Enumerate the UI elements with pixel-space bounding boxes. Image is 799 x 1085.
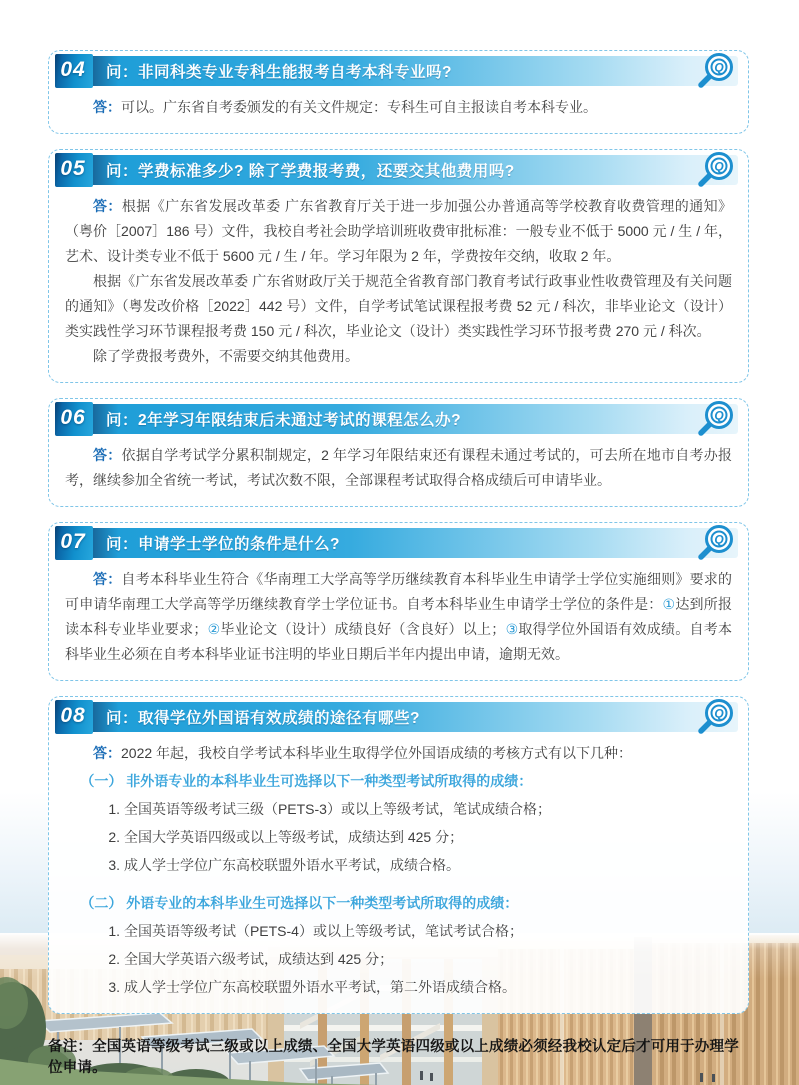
faq-card — [48, 398, 749, 507]
faq-body — [55, 732, 742, 1000]
faq-body — [55, 558, 742, 667]
faq-paragraph — [65, 95, 732, 120]
faq-question: 问：非同科类专业专科生能报考自考本科专业吗? — [106, 64, 452, 81]
faq-paragraph — [65, 947, 732, 972]
svg-text:Q: Q — [714, 532, 724, 547]
faq-paragraph — [65, 741, 732, 766]
faq-paragraph — [65, 975, 732, 1000]
faq-paragraph — [65, 269, 732, 344]
svg-text:Q: Q — [714, 159, 724, 174]
text-segment-body: 3. 成人学士学位广东高校联盟外语水平考试，成绩合格。 — [108, 857, 460, 873]
faq-number-badge: 06 — [55, 402, 93, 436]
text-segment-body: 3. 成人学士学位广东高校联盟外语水平考试，第二外语成绩合格。 — [108, 979, 516, 995]
magnifier-icon — [694, 50, 736, 92]
text-segment-body: 1. 全国英语等级考试（PETS-4）或以上等级考试，笔试考试合格； — [108, 923, 523, 939]
text-segment-accent: ② — [207, 621, 221, 637]
text-segment-subhead: （一） 非外语专业的本科毕业生可选择以下一种类型考试所取得的成绩： — [80, 773, 533, 789]
magnifier-icon — [694, 149, 736, 191]
magnifier-icon — [694, 522, 736, 564]
faq-body — [55, 185, 742, 369]
faq-question: 问：申请学士学位的条件是什么? — [106, 536, 340, 553]
note-strip — [48, 1029, 749, 1077]
faq-paragraph — [65, 919, 732, 944]
text-segment-accent: ③ — [505, 621, 519, 637]
faq-header — [55, 702, 738, 732]
faq-header — [55, 404, 738, 434]
note-text: 备注：全国英语等级考试三级或以上成绩、全国大学英语四级或以上成绩必须经我校认定后才可用于办理学位申请。 — [48, 1039, 739, 1076]
faq-body — [55, 434, 742, 493]
text-segment-body: 1. 全国英语等级考试三级（PETS-3）或以上等级考试，笔试成绩合格； — [108, 801, 551, 817]
text-segment-label: 答： — [93, 99, 121, 115]
faq-header — [55, 56, 738, 86]
faq-title-bar — [93, 528, 738, 558]
text-segment-label: 答： — [93, 447, 122, 463]
faq-number-badge: 08 — [55, 700, 93, 734]
faq-number-badge: 07 — [55, 526, 93, 560]
text-segment-subhead: （二） 外语专业的本科毕业生可选择以下一种类型考试所取得的成绩： — [80, 895, 519, 911]
faq-question: 问：学费标准多少? 除了学费报考费，还要交其他费用吗? — [106, 163, 515, 180]
faq-paragraph — [65, 853, 732, 878]
text-segment-body: 根据《广东省发展改革委 广东省教育厅关于进一步加强公办普通高等学校教育收费管理的通知》（粤价［2007］186 号）文件，我校自考社会助学培训班收费审批标准：一般专业不低于 5000 元 / 生 / 年，艺术、设计类专业不低于 5600 元 / 生 / 年。学习年限为 2 年，学费按年交纳，收取 2 年。 — [65, 198, 733, 264]
faq-paragraph — [65, 825, 732, 850]
text-segment-body: 根据《广东省发展改革委 广东省财政厅关于规范全省教育部门教育考试行政事业性收费管理及有关问题的通知》（粤发改价格［2022］442 号）文件，自学考试笔试课程报考费 52 元 / 科次，非毕业论文（设计）类实践性学习环节课程报考费 150 元 / 科次，毕业论文（设计）类实践性学习环节报考费 270 元 / 科次。 — [65, 273, 732, 339]
text-segment-body: 2. 全国大学英语六级考试，成绩达到 425 分； — [108, 951, 394, 967]
text-segment-body: 2022 年起，我校自学考试本科毕业生取得学位外国语成绩的考核方式有以下几种： — [121, 745, 633, 761]
faq-question: 问：取得学位外国语有效成绩的途径有哪些? — [106, 710, 420, 727]
text-segment-body: 取得学位外国语有效成绩。自考本科毕业生必须在自考本科毕业证书注明的毕业日期后半年内提出申请，逾期无效。 — [65, 621, 733, 662]
text-segment-body: 2. 全国大学英语四级或以上等级考试，成绩达到 425 分； — [108, 829, 464, 845]
faq-paragraph — [65, 769, 732, 794]
faq-number-badge: 04 — [55, 54, 93, 88]
faq-title-bar — [93, 155, 738, 185]
faq-paragraph — [65, 344, 732, 369]
text-segment-body: 自考本科毕业生符合《华南理工大学高等学历继续教育本科毕业生申请学士学位实施细则》要求的可申请华南理工大学高等学历继续教育学士学位证书。自考本科毕业生申请学士学位的条件是： — [65, 571, 733, 612]
svg-text:Q: Q — [714, 408, 724, 423]
faq-question: 问：2年学习年限结束后未通过考试的课程怎么办? — [106, 412, 462, 429]
faq-list — [48, 50, 749, 1014]
faq-paragraph — [65, 443, 732, 493]
faq-title-bar — [93, 404, 738, 434]
svg-text:Q: Q — [714, 706, 724, 721]
faq-card — [48, 522, 749, 681]
faq-header — [55, 155, 738, 185]
faq-header — [55, 528, 738, 558]
text-segment-body: 可以。广东省自考委颁发的有关文件规定：专科生可自主报读自考本科专业。 — [121, 99, 597, 115]
faq-title-bar — [93, 56, 738, 86]
faq-number-badge: 05 — [55, 153, 93, 187]
faq-card — [48, 696, 749, 1014]
faq-paragraph — [65, 891, 732, 916]
text-segment-body: 达到所报读本科专业毕业要求； — [65, 596, 732, 637]
text-segment-label: 答： — [93, 745, 121, 761]
text-segment-label: 答： — [93, 198, 122, 214]
faq-paragraph — [65, 194, 732, 269]
text-segment-body: 除了学费报考费外，不需要交纳其他费用。 — [93, 348, 359, 364]
svg-text:Q: Q — [714, 60, 724, 75]
faq-title-bar — [93, 702, 738, 732]
faq-card — [48, 50, 749, 134]
text-segment-body: 毕业论文（设计）成绩良好（含良好）以上； — [220, 621, 506, 637]
text-segment-body: 依据自学考试学分累积制规定，2 年学习年限结束还有课程未通过考试的，可去所在地市自考办报考，继续参加全省统一考试，考试次数不限，全部课程考试取得合格成绩后可申请毕业。 — [65, 447, 732, 488]
faq-paragraph — [65, 797, 732, 822]
magnifier-icon — [694, 398, 736, 440]
text-segment-accent: ① — [662, 596, 676, 612]
faq-paragraph — [65, 567, 732, 667]
magnifier-icon — [694, 696, 736, 738]
text-segment-label: 答： — [93, 571, 122, 587]
faq-card — [48, 149, 749, 383]
faq-body — [55, 86, 742, 120]
